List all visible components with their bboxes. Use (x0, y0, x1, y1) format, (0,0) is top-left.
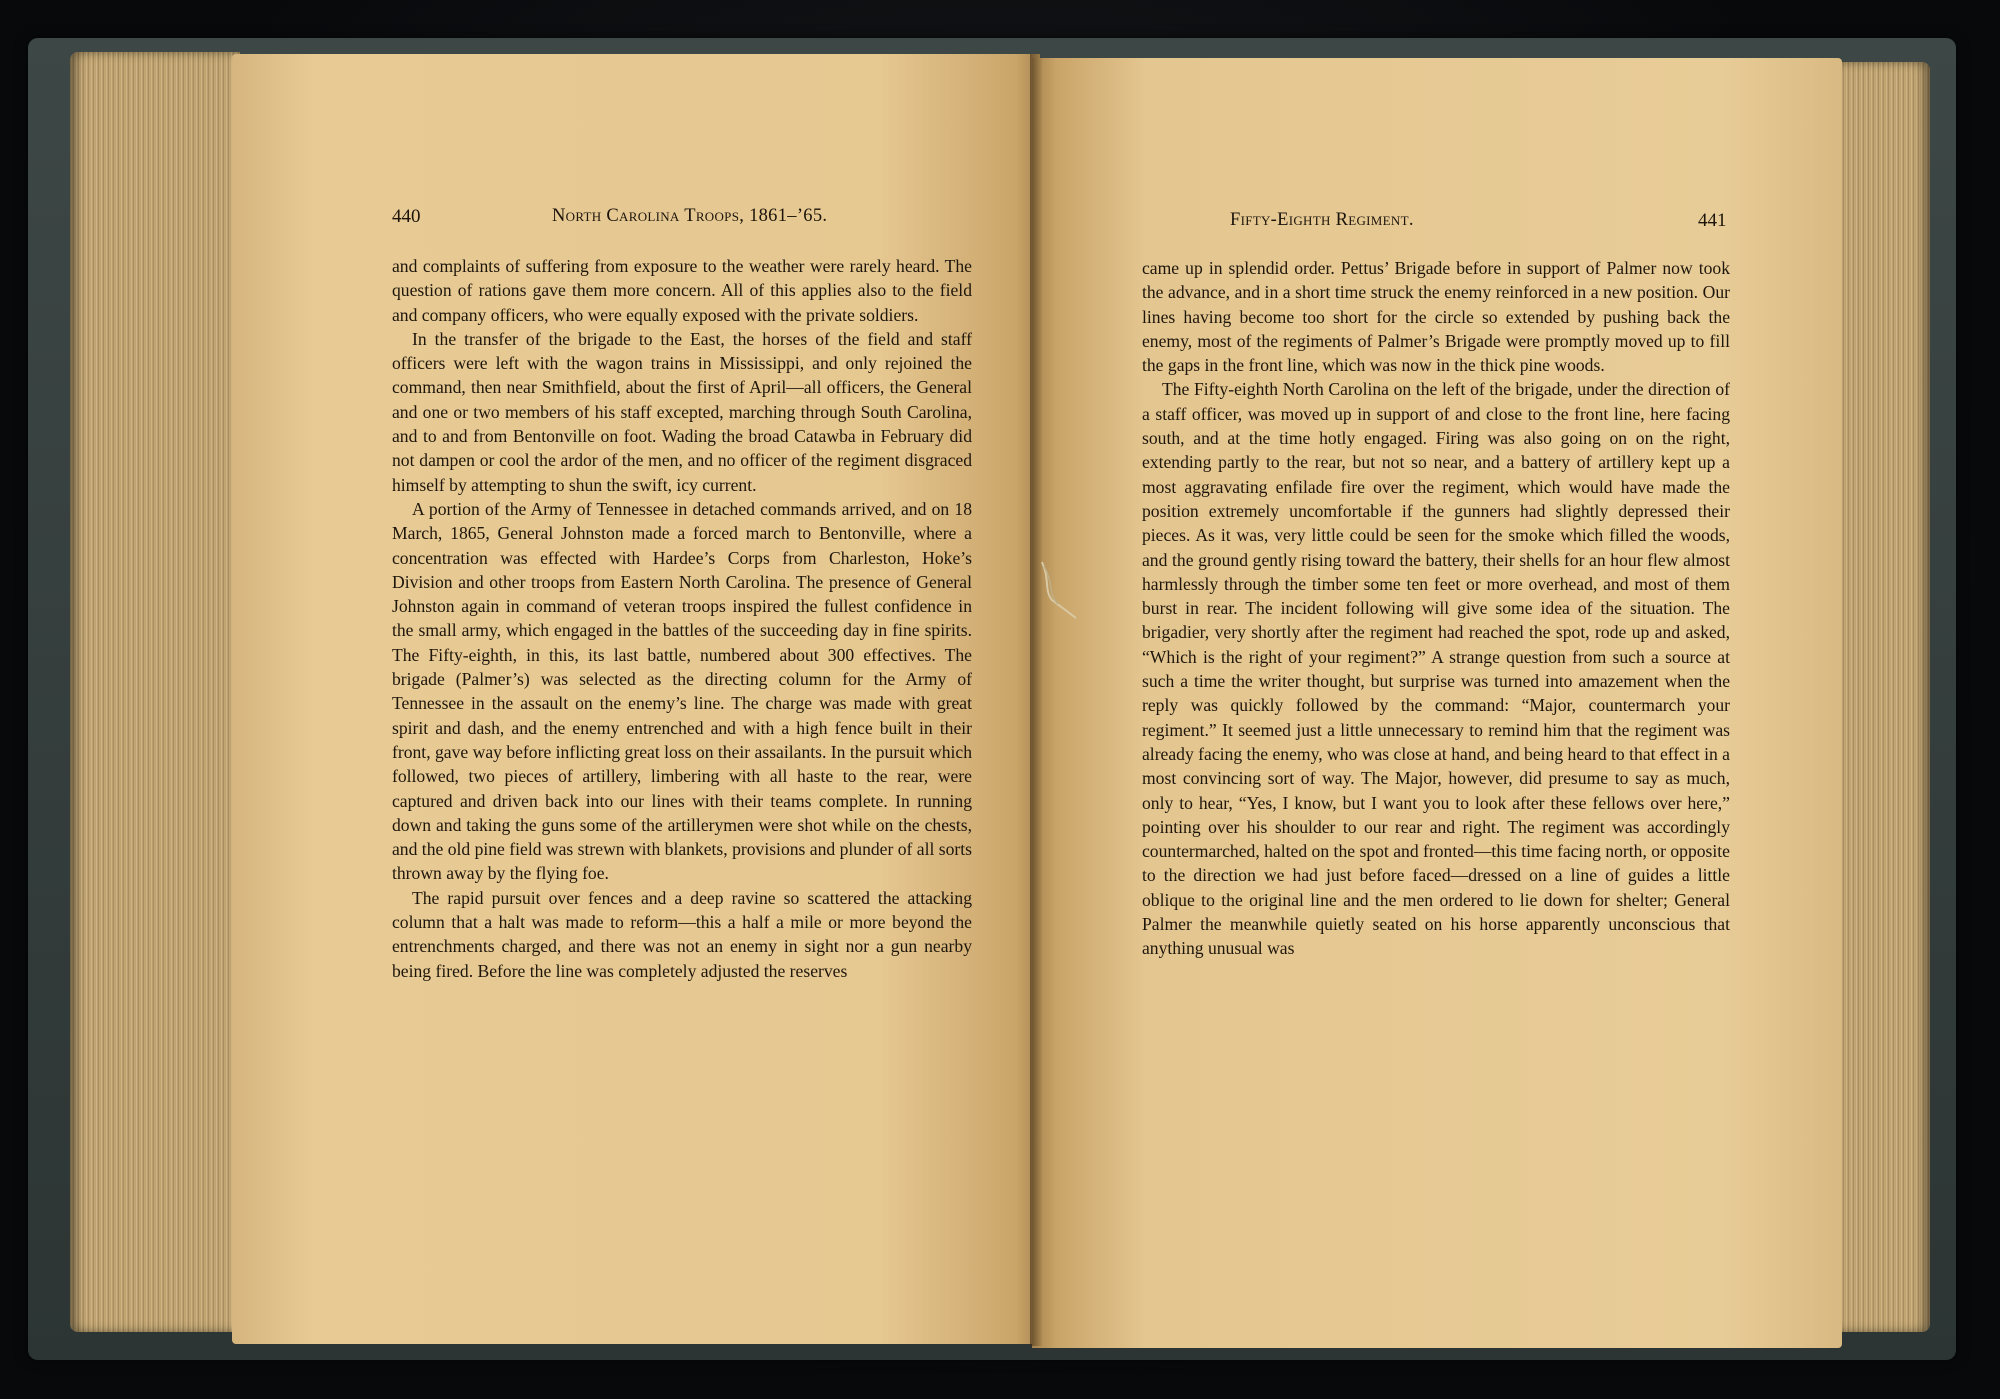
left-page-body (392, 254, 972, 983)
right-page (1032, 58, 1842, 1348)
right-running-title: Fifty-Eighth Regiment. (1230, 210, 1414, 230)
left-page-edges (70, 52, 240, 1332)
binding-thread-icon (1040, 560, 1080, 620)
left-paragraph-4: The rapid pursuit over fences and a deep ravine so scattered the attacking column that a halt was made to reform—this a half a mile or more beyond the entrenchments charged, and there was not an enemy in sight nor a gun nearby being fired. Before the line was completely adjusted the reserves (392, 887, 972, 981)
left-paragraph-3: A portion of the Army of Tennessee in detached commands arrived, and on 18 March, 1865, General Johnston made a forced march to Bentonville, where a concentration was effected with Hardee’s Corps from Charleston, Hoke’s Division and other troops from Eastern North Carolina. The presence of General Johnston again in command of veteran troops inspired the fullest confidence in the small army, which engaged in the battles of the succeeding day in fine spirits. The Fifty-eighth, in this, its last battle, numbered about 300 effectives. The brigade (Palmer’s) was selected as the directing column for the Army of Tennessee in the assault on the enemy’s line. The charge was made with great spirit and dash, and the enemy entrenched and with a high fence built in their front, gave way before inflicting great loss on their assailants. In the pursuit which followed, two pieces of artillery, limbering with all haste to the rear, were captured and driven back into our lines with their teams complete. In running down and taking the guns some of the artillerymen were shot while on the chests, and the old pine field was strewn with blankets, provisions and plunder of all sorts thrown away by the flying foe. (392, 498, 973, 884)
book-gutter (1030, 54, 1042, 1346)
left-page (232, 54, 1040, 1344)
right-page-edges (1830, 62, 1930, 1332)
right-page-body (1142, 256, 1730, 961)
right-page-number: 441 (1698, 210, 1727, 231)
right-paragraph-1: came up in splendid order. Pettus’ Brigade before in support of Palmer now took the advance, and in a short time struck the enemy reinforced in a new position. Our lines having become too short for the circle so extended by pushing back the enemy, most of the regiments of Palmer’s Brigade were promptly moved up to fill the gaps in the front line, which was now in the thick pine woods. (1142, 258, 1730, 376)
left-paragraph-2: In the transfer of the brigade to the East, the horses of the field and staff officers were left with the wagon trains in Mississippi, and only rejoined the command, then near Smithfield, about the first of April—all officers, the General and one or two members of his staff excepted, marching through South Carolina, and to and from Bentonville on foot. Wading the broad Catawba in February did not dampen or cool the ardor of the men, and no officer of the regiment disgraced himself by attempting to shun the swift, icy current. (392, 328, 972, 495)
left-paragraph-1: and complaints of suffering from exposure to the weather were rarely heard. The question of rations gave them more concern. All of this applies also to the field and company officers, who were equally exposed with the private soldiers. (392, 256, 972, 325)
right-paragraph-2: The Fifty-eighth North Carolina on the left of the brigade, under the direction of a staff officer, was moved up in support of and close to the front line, here facing south, and at the time hotly engaged. Firing was also going on on the right, extending partly to the rear, but not so near, and a battery of artillery kept up a most aggravating enfilade fire over the regiment, which would have made the position extremely uncomfortable if the gunners had slightly depressed their pieces. As it was, very little could be seen for the smoke which filled the woods, and the ground gently rising toward the battery, their shells for an hour flew almost harmlessly through the timber some ten feet or more overhead, and most of them burst in rear. The incident following will give some idea of the situation. The brigadier, very shortly after the regiment had reached the spot, rode up and asked, “Which is the right of your regiment?” A strange question from such a source at such a time the writer thought, but surprise was turned into amazement when the reply was quickly followed by the command: “Major, countermarch your regiment.” It seemed just a little unnecessary to remind him that the regiment was already facing the enemy, who was close at hand, and being heard to that effect in a most convincing sort of way. The Major, however, did presume to say as much, only to hear, “Yes, I know, but I want you to look after these fellows over here,” pointing over his shoulder to our rear and right. The regiment was accordingly countermarched, halted on the spot and fronted—this time facing north, or opposite to the direction we had just before faced—dressed on a line of guides a little oblique to the original line and the men ordered to lie down for shelter; General Palmer the meanwhile quietly seated on his horse apparently unconscious that anything unusual was (1142, 379, 1730, 959)
left-running-title: North Carolina Troops, 1861–’65. (552, 206, 828, 226)
left-page-number: 440 (392, 206, 421, 227)
